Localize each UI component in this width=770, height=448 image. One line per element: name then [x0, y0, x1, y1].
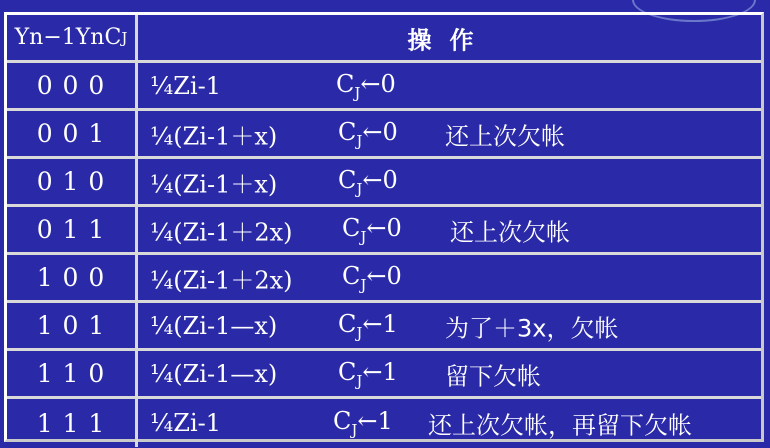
header-code-label: Yn−1YnC [14, 25, 122, 50]
formula-text: ¼Zi-1 [150, 71, 221, 100]
cj-label: C [338, 165, 357, 194]
cj-label: C [338, 357, 357, 386]
formula-text: ¼(Zi-1＋x) [150, 122, 278, 150]
cj-label: C [342, 261, 361, 290]
code-cell: 0 1 1 [7, 207, 138, 252]
cj-label: C [342, 213, 361, 242]
header-operation-label: 操作 [407, 26, 492, 54]
cj-subscript: J [356, 323, 363, 342]
note-text: 还上次欠帐 [450, 218, 570, 246]
operation-cell [138, 255, 761, 300]
formula-text: ¼(Zi-1＋2x) [150, 266, 293, 294]
cj-assign-value: ←1 [362, 357, 398, 386]
header-operation-cell [138, 15, 761, 60]
note-text: 为了＋3x，欠帐 [445, 314, 619, 342]
operation-cell [138, 351, 761, 396]
operation-cell [138, 399, 761, 447]
cj-assignment [336, 70, 396, 102]
header-code-cell [7, 15, 138, 60]
operation-cell [138, 63, 761, 108]
cj-assign-value: ←0 [366, 261, 402, 290]
table-row [7, 399, 761, 447]
cj-assign-value: ←1 [362, 309, 398, 338]
note-text: 还上次欠帐 [445, 122, 565, 150]
table-row [7, 303, 761, 351]
code-cell: 0 1 0 [7, 159, 138, 204]
cj-label: C [338, 309, 357, 338]
table-row [7, 351, 761, 399]
cj-assign-value: ←1 [357, 407, 393, 435]
table-row [7, 111, 761, 159]
table-row [7, 159, 761, 207]
cj-label: C [336, 69, 355, 98]
table-row [7, 63, 761, 111]
code-cell: 1 0 1 [7, 303, 138, 348]
formula-text: ¼(Zi-1—x) [150, 311, 278, 340]
code-cell: 1 1 0 [7, 351, 138, 396]
note-text: 还上次欠帐，再留下欠帐 [428, 411, 692, 440]
booth-operation-table [4, 12, 764, 442]
note-text: 留下欠帐 [445, 362, 541, 390]
cj-label: C [333, 407, 352, 435]
cj-assign-value: ←0 [362, 117, 398, 146]
formula-text: ¼(Zi-1＋x) [150, 170, 278, 198]
cj-subscript: J [354, 83, 361, 102]
header-code-subscript: J [121, 28, 128, 47]
cj-label: C [338, 117, 357, 146]
cj-assignment [338, 310, 398, 342]
cj-assign-value: ←0 [362, 165, 398, 194]
formula-text: ¼Zi-1 [150, 409, 221, 437]
cj-assignment [342, 214, 402, 246]
operation-cell [138, 207, 761, 252]
cj-subscript: J [360, 227, 367, 246]
cj-subscript: J [356, 371, 363, 390]
table-row [7, 255, 761, 303]
cj-assignment [342, 262, 402, 294]
cj-assignment [338, 358, 398, 390]
code-cell: 0 0 1 [7, 111, 138, 156]
table-row [7, 207, 761, 255]
cj-subscript: J [356, 131, 363, 150]
cj-subscript: J [351, 421, 358, 439]
cj-assignment [338, 166, 398, 198]
operation-cell [138, 111, 761, 156]
operation-cell [138, 303, 761, 348]
formula-text: ¼(Zi-1＋2x) [150, 218, 293, 246]
cj-assign-value: ←0 [366, 213, 402, 242]
cj-assign-value: ←0 [360, 69, 396, 98]
cj-subscript: J [356, 179, 363, 198]
table-header-row [7, 15, 761, 63]
cj-assignment [338, 118, 398, 150]
code-cell: 1 0 0 [7, 255, 138, 300]
formula-text: ¼(Zi-1—x) [150, 359, 278, 388]
code-cell: 1 1 1 [7, 399, 138, 447]
operation-cell [138, 159, 761, 204]
code-cell: 0 0 0 [7, 63, 138, 108]
cj-assignment [333, 407, 393, 439]
cj-subscript: J [360, 275, 367, 294]
